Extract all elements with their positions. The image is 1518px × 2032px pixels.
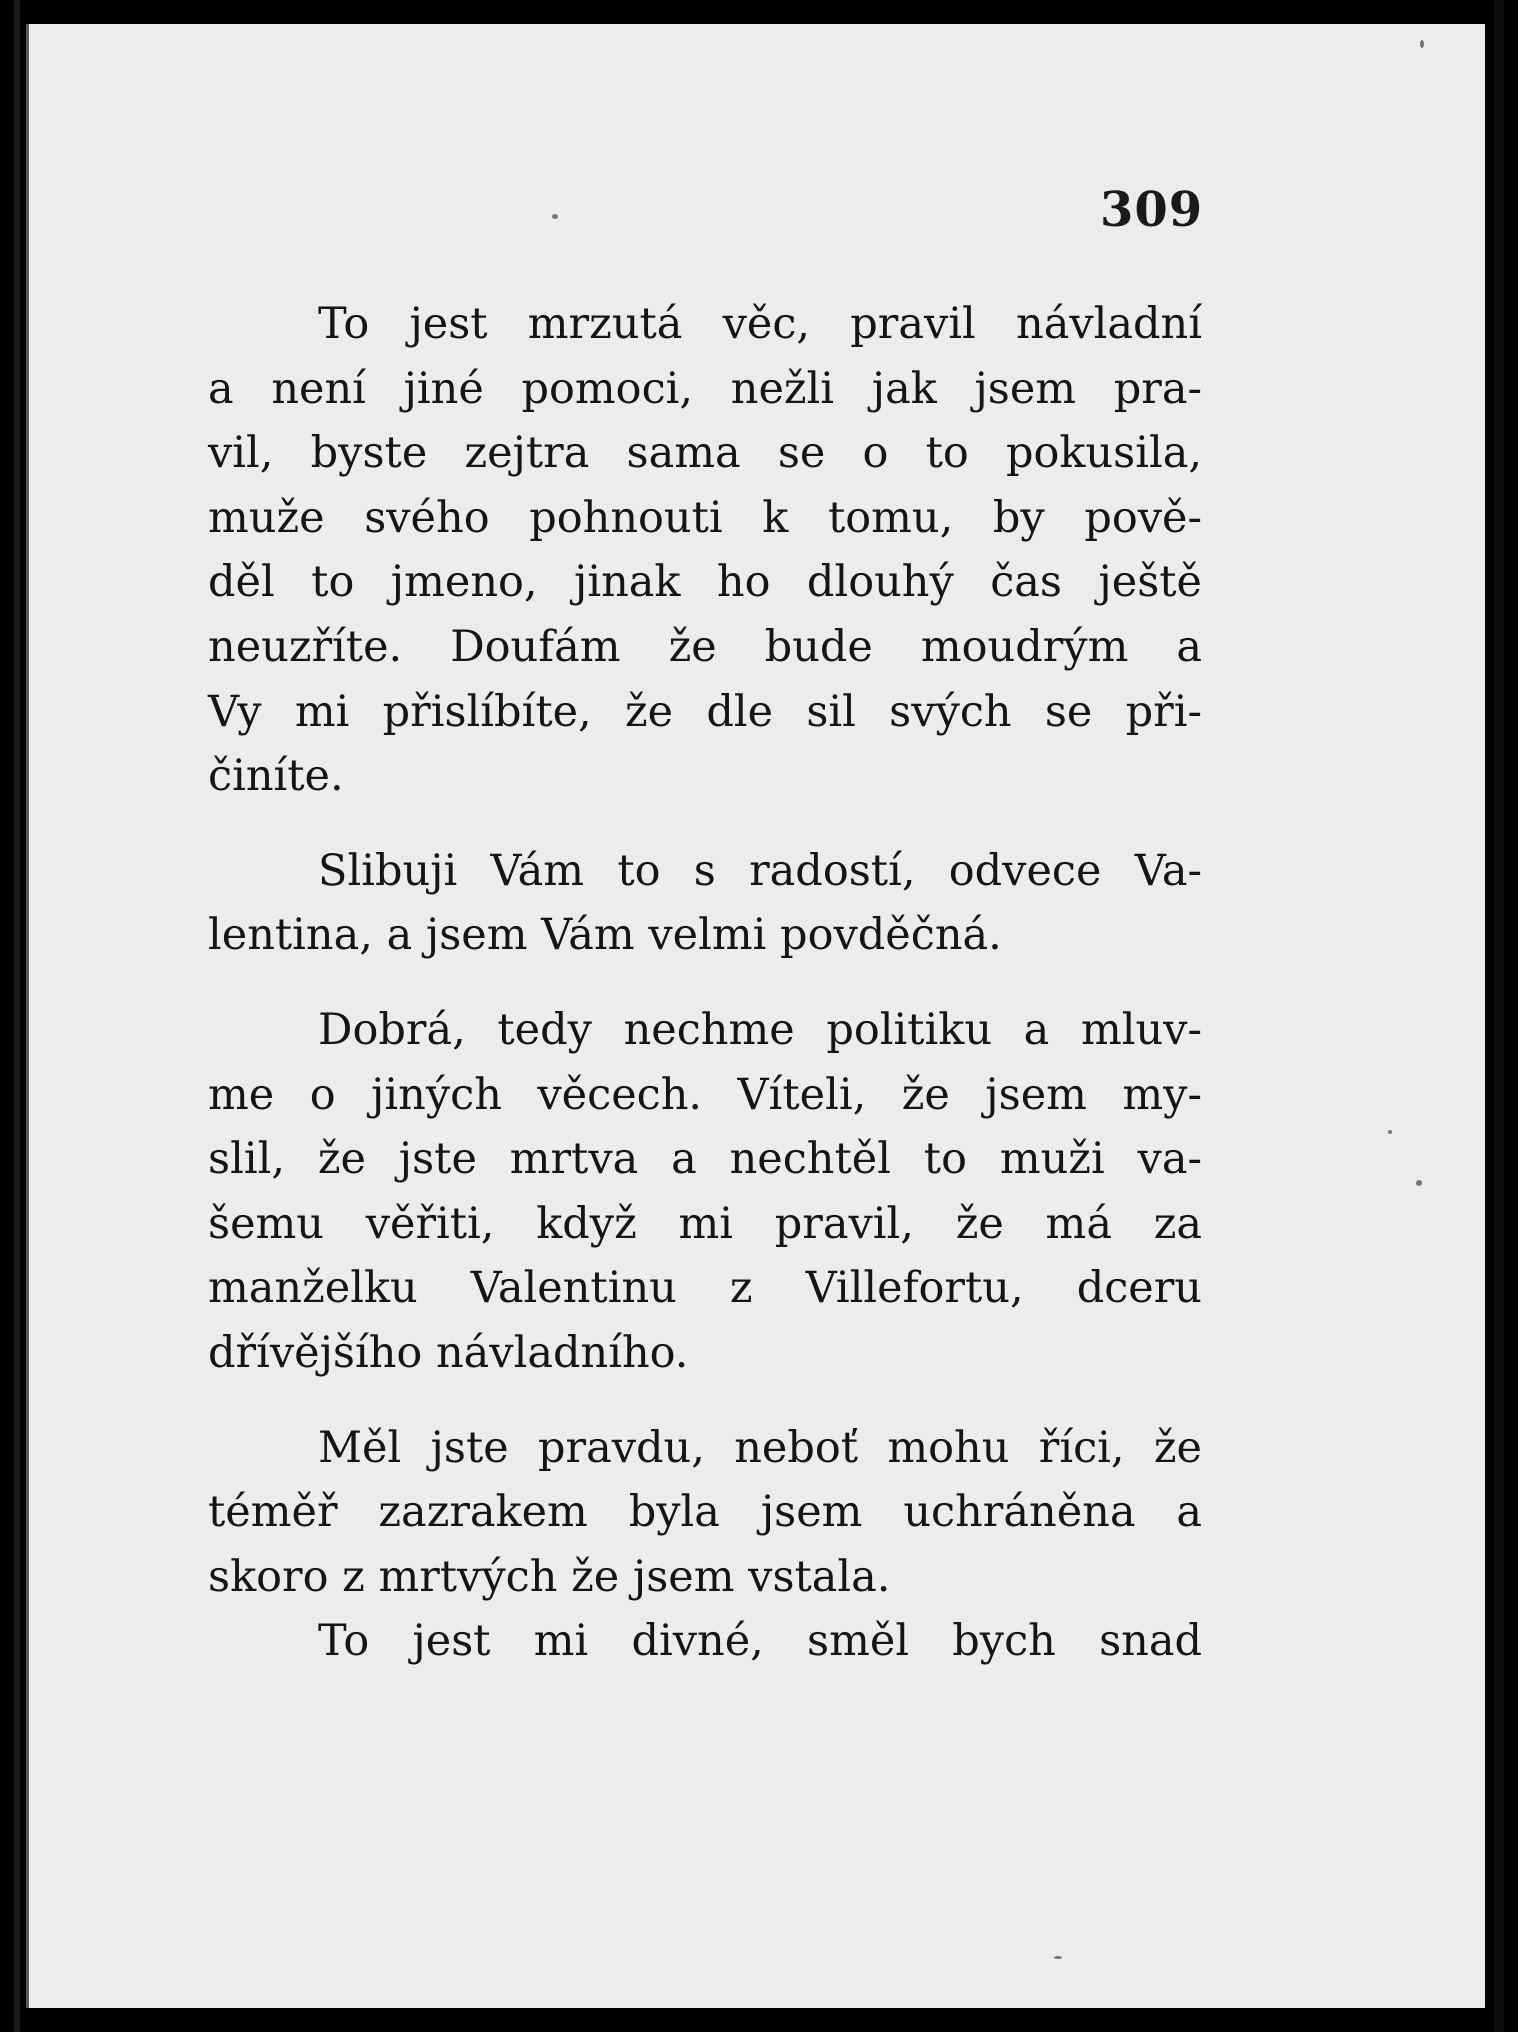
text-line: slil, že jste mrtva a nechtěl to muži va- (208, 1134, 1202, 1185)
text-line: neuzříte. Doufám že bude moudrým a (208, 621, 1202, 672)
right-edge-shadow (1494, 0, 1504, 2032)
text-line: skoro z mrtvých že jsem vstala. (208, 1551, 891, 1602)
text-line: muže svého pohnouti k tomu, by pově- (208, 492, 1202, 543)
text-line: lentina, a jsem Vám velmi povděčná. (208, 910, 1002, 961)
text-line: me o jiných věcech. Víteli, že jsem my- (208, 1069, 1202, 1120)
text-line: manželku Valentinu z Villefortu, dceru (208, 1263, 1202, 1314)
text-line: činíte. (208, 751, 344, 802)
scan-speck (1388, 1130, 1392, 1134)
text-line: vil, byste zejtra sama se o to pokusila, (208, 428, 1202, 479)
text-line: téměř zazrakem byla jsem uchráněna a (208, 1487, 1202, 1538)
text-line: děl to jmeno, jinak ho dlouhý čas ještě (208, 557, 1202, 608)
text-line: a není jiné pomoci, nežli jak jsem pra- (208, 363, 1202, 414)
text-line: Slibuji Vám to s radostí, odvece Va- (318, 845, 1202, 896)
scan-speck (1054, 1956, 1062, 1959)
paragraph-gap (208, 968, 1202, 998)
left-edge-shadow (14, 0, 20, 2032)
paragraph-gap (208, 809, 1202, 839)
scan-speck (552, 214, 558, 219)
text-line: Dobrá, tedy nechme politiku a mluv- (318, 1004, 1202, 1055)
text-line: dřívějšího návladního. (208, 1327, 689, 1378)
text-line: To jest mrzutá věc, pravil návladní (318, 299, 1202, 349)
paragraph-gap (208, 1386, 1202, 1416)
page-number: 309 (1100, 182, 1204, 238)
scan-speck (1416, 1180, 1422, 1186)
scan-speck (1420, 40, 1424, 48)
text-line: šemu věřiti, když mi pravil, že má za (208, 1198, 1202, 1249)
text-line: Měl jste pravdu, neboť mohu říci, že (318, 1422, 1202, 1473)
text-line: To jest mi divné, směl bych snad (318, 1616, 1202, 1667)
text-line: Vy mi přislíbíte, že dle sil svých se při- (208, 686, 1202, 737)
body-text (208, 292, 1202, 1674)
